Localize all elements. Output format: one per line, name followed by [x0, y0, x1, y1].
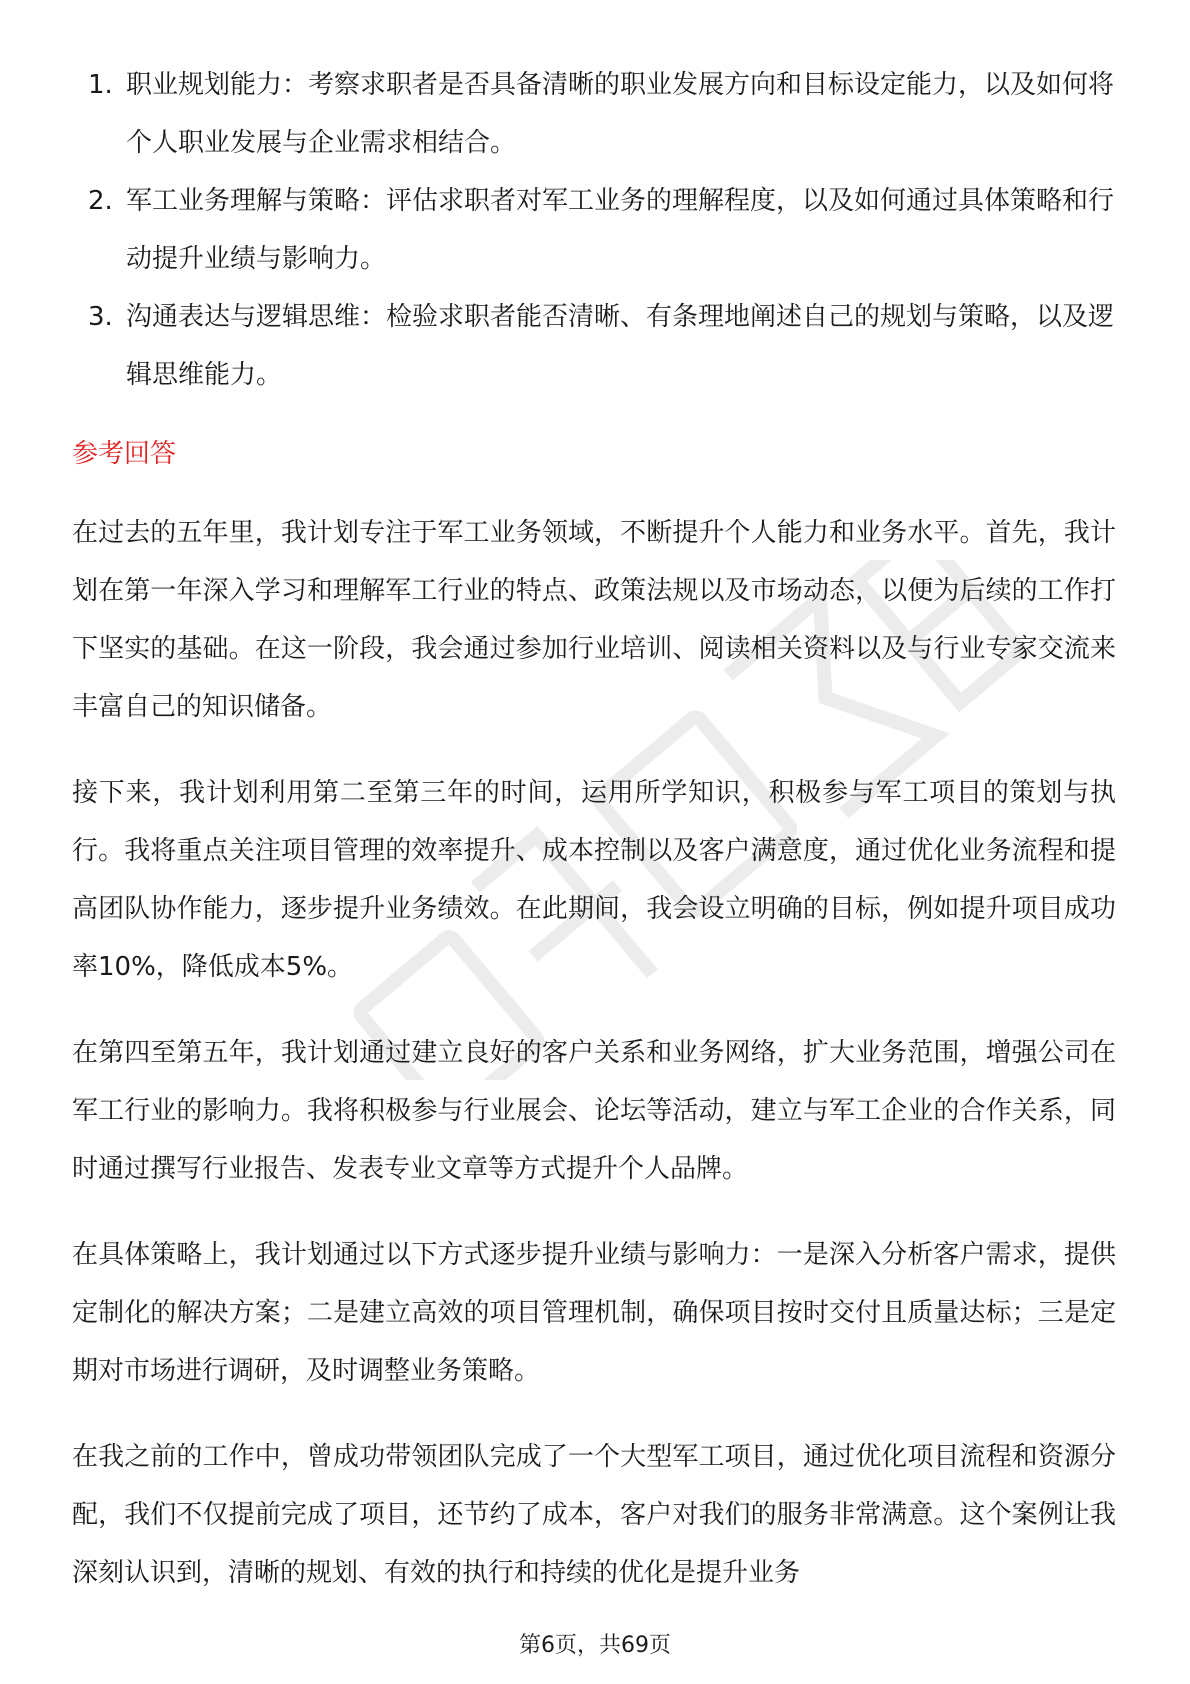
section-heading: 参考回答: [72, 439, 177, 469]
evaluation-criteria-list: [72, 56, 1116, 404]
list-number: 2.: [88, 186, 113, 216]
criteria-item-3: [72, 288, 1116, 404]
list-number: 3.: [88, 302, 113, 332]
criteria-text: 沟通表达与逻辑思维：检验求职者能否清晰、有条理地阐述自己的规划与策略，以及逻辑思维能力。: [126, 302, 1115, 390]
criteria-text: 军工业务理解与策略：评估求职者对军工业务的理解程度，以及如何通过具体策略和行动提升业绩与影响力。: [126, 186, 1115, 274]
criteria-item-2: [72, 172, 1116, 288]
answer-paragraph-3: 在第四至第五年，我计划通过建立良好的客户关系和业务网络，扩大业务范围，增强公司在军工行业的影响力。我将积极参与行业展会、论坛等活动，建立与军工企业的合作关系，同时通过撰写行业报告、发表专业文章等方式提升个人品牌。: [72, 1038, 1116, 1184]
answer-paragraph-5: 在我之前的工作中，曾成功带领团队完成了一个大型军工项目，通过优化项目流程和资源分配，我们不仅提前完成了项目，还节约了成本，客户对我们的服务非常满意。这个案例让我深刻认识到，清晰的规划、有效的执行和持续的优化是提升业务: [72, 1442, 1116, 1588]
criteria-text: 职业规划能力：考察求职者是否具备清晰的职业发展方向和目标设定能力，以及如何将个人职业发展与企业需求相结合。: [126, 70, 1115, 158]
page-footer: 第6页，共69页: [519, 1633, 671, 1658]
answer-paragraph-2: 接下来，我计划利用第二至第三年的时间，运用所学知识，积极参与军工项目的策划与执行。我将重点关注项目管理的效率提升、成本控制以及客户满意度，通过优化业务流程和提高团队协作能力，逐步提升业务绩效。在此期间，我会设立明确的目标，例如提升项目成功率10%，降低成本5%。: [72, 778, 1116, 982]
answer-paragraph-1: 在过去的五年里，我计划专注于军工业务领域，不断提升个人能力和业务水平。首先，我计划在第一年深入学习和理解军工行业的特点、政策法规以及市场动态，以便为后续的工作打下坚实的基础。在这一阶段，我会通过参加行业培训、阅读相关资料以及与行业专家交流来丰富自己的知识储备。: [72, 518, 1116, 722]
criteria-item-1: [72, 56, 1116, 172]
main-content: [72, 56, 1116, 1630]
list-number: 1.: [88, 70, 113, 100]
answer-paragraph-4: 在具体策略上，我计划通过以下方式逐步提升业绩与影响力：一是深入分析客户需求，提供定制化的解决方案；二是建立高效的项目管理机制，确保项目按时交付且质量达标；三是定期对市场进行调研，及时调整业务策略。: [72, 1240, 1116, 1386]
